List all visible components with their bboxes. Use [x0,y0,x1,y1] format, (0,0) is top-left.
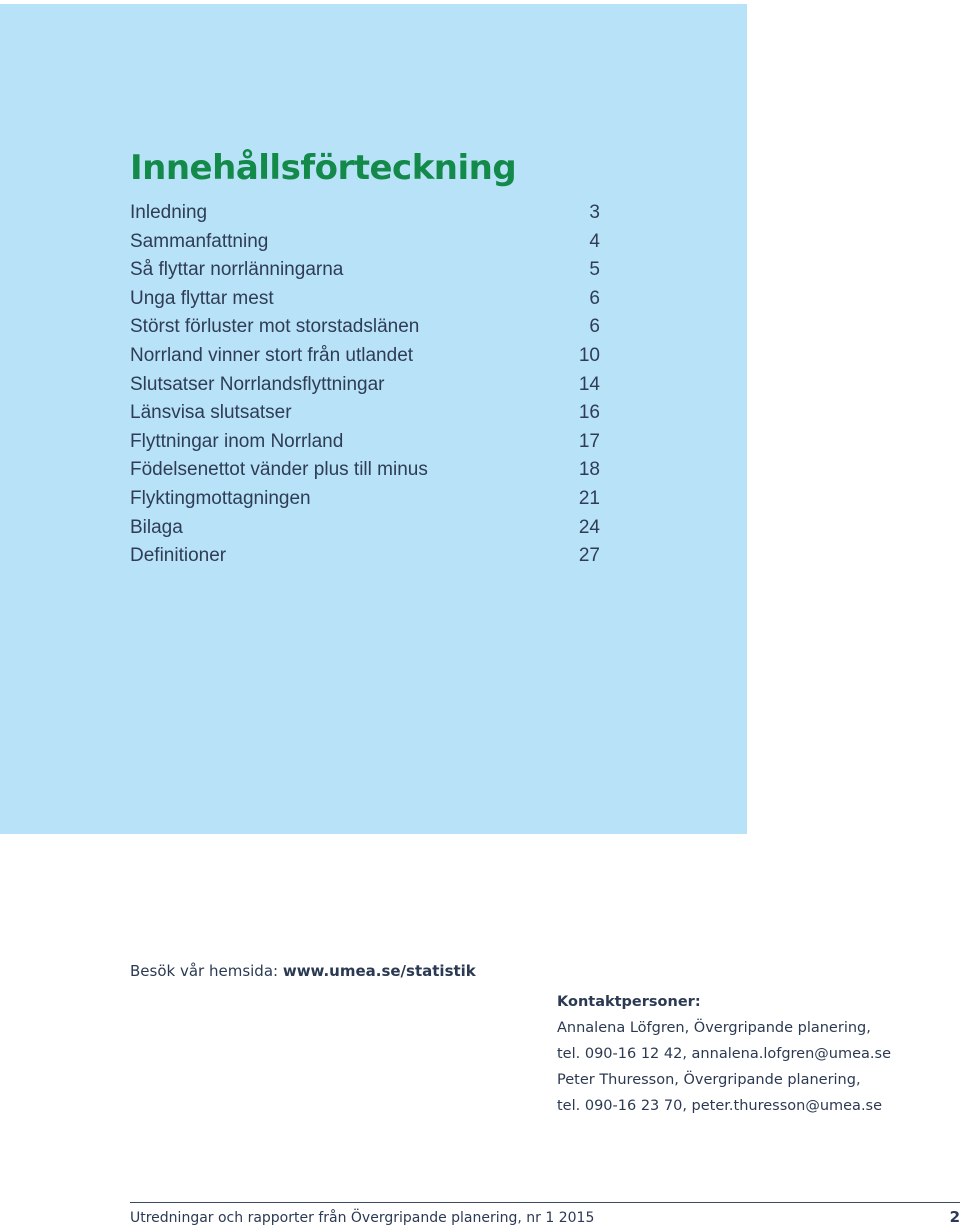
toc-item-label: Så flyttar norrlänningarna [130,259,344,281]
toc-item[interactable] [130,402,600,431]
contact-line: tel. 090-16 12 42, annalena.lofgren@umea.se [557,1046,892,1062]
toc-item[interactable] [130,202,600,231]
toc-item-label: Flyktingmottagningen [130,487,311,509]
contacts-heading: Kontaktpersoner: [557,994,701,1010]
toc-item-label: Norrland vinner stort från utlandet [130,344,414,366]
toc-item-page: 4 [589,230,600,252]
toc-item-page: 14 [578,373,600,395]
toc-item-page: 5 [589,259,600,281]
toc-item[interactable] [130,545,600,574]
toc-item-label: Inledning [130,202,208,223]
toc-item-page: 16 [578,402,600,424]
toc-item[interactable] [130,488,600,517]
page-number: 2 [949,1208,960,1226]
toc-item[interactable] [130,316,600,345]
website-notice [130,962,476,980]
toc-item-page: 6 [589,287,600,309]
toc-item-label: Unga flyttar mest [130,287,274,309]
toc-item[interactable] [130,431,600,460]
website-prefix: Besök vår hemsida: [130,962,283,980]
toc-item-page: 17 [578,430,600,452]
toc-item-label: Slutsatser Norrlandsflyttningar [130,373,385,395]
toc-item-label: Störst förluster mot storstadslänen [130,316,420,338]
toc-item[interactable] [130,231,600,260]
contact-line: tel. 090-16 23 70, peter.thuresson@umea.se [557,1098,883,1114]
contact-block [557,989,891,1119]
toc-item-label: Födelsenettot vänder plus till minus [130,459,428,481]
toc-item[interactable] [130,259,600,288]
toc-title: Innehållsförteckning [130,148,517,188]
website-link[interactable]: www.umea.se/statistik [282,962,476,980]
toc-item[interactable] [130,288,600,317]
footer-publication: Utredningar och rapporter från Övergripande planering, nr 1 2015 [130,1210,595,1226]
contact-line: Annalena Löfgren, Övergripande planering, [557,1020,871,1036]
footer-divider [130,1202,960,1203]
toc-item-page: 27 [578,545,600,567]
toc-item-page: 24 [578,516,600,538]
toc-item-label: Flyttningar inom Norrland [130,430,344,452]
toc-item-page: 18 [578,459,600,481]
toc-item-page: 21 [578,487,600,509]
toc-list [130,202,600,574]
toc-item[interactable] [130,374,600,403]
toc-item-label: Definitioner [130,545,227,567]
toc-item[interactable] [130,345,600,374]
toc-item-page: 6 [589,316,600,338]
toc-item[interactable] [130,517,600,546]
toc-item-label: Länsvisa slutsatser [130,402,292,424]
toc-item-label: Bilaga [130,516,183,538]
toc-item-page: 10 [578,344,600,366]
toc-item[interactable] [130,459,600,488]
toc-item-page: 3 [589,202,600,223]
contact-line: Peter Thuresson, Övergripande planering, [557,1072,861,1088]
toc-item-label: Sammanfattning [130,230,269,252]
